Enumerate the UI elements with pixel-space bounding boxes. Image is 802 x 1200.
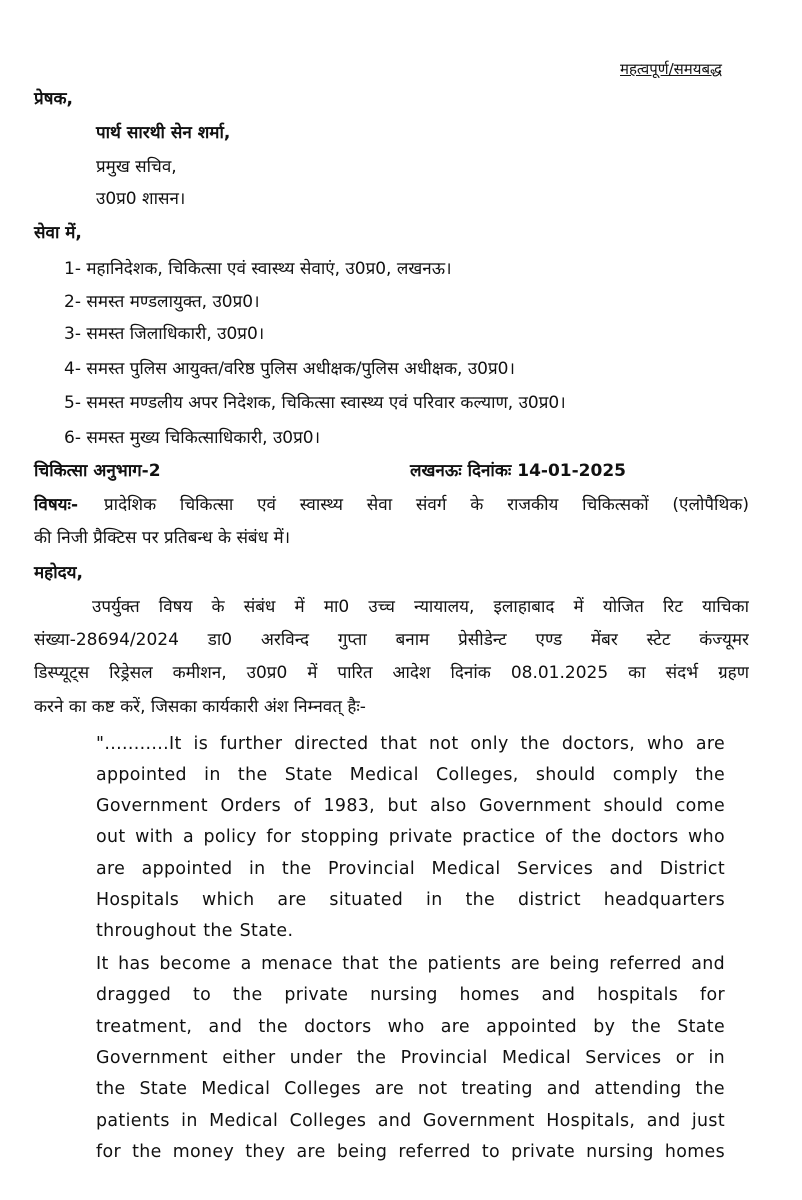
body-line — [92, 596, 749, 618]
body-line — [34, 629, 749, 651]
sender-designation: प्रमुख सचिव, — [96, 157, 177, 177]
subject-line — [104, 494, 749, 516]
quote-line: Government Orders of 1983, but also Government should come — [96, 796, 725, 816]
quote-line: for the money they are being referred to private nursing homes — [96, 1142, 725, 1162]
recipient-item: 4- समस्त पुलिस आयुक्त/वरिष्ठ पुलिस अधीक्षक/पुलिस अधीक्षक, उ0प्र0। — [64, 359, 515, 379]
quote-line: throughout the State. — [96, 921, 294, 941]
quote-line: "...........It is further directed that not only the doctors, who are — [96, 734, 725, 754]
sender-label: प्रेषक, — [34, 89, 74, 109]
body-text-2: संख्या-28694/2024 डा0 अरविन्द गुप्ता बनाम प्रेसीडेन्ट एण्ड मेंबर स्टेट कंज्यूमर — [34, 630, 749, 650]
quote-line: patients in Medical Colleges and Government Hospitals, and just — [96, 1111, 725, 1131]
quote-line: out with a policy for stopping private practice of the doctors who — [96, 827, 725, 847]
body-line — [34, 662, 749, 684]
recipients-label: सेवा में, — [34, 223, 82, 243]
place-date: लखनऊः दिनांकः 14-01-2025 — [410, 461, 626, 481]
subject-text-2: की निजी प्रैक्टिस पर प्रतिबन्ध के संबंध में। — [34, 528, 291, 548]
recipient-item: 2- समस्त मण्डलायुक्त, उ0प्र0। — [64, 292, 260, 312]
sender-office: उ0प्र0 शासन। — [96, 189, 186, 209]
salutation: महोदय, — [34, 563, 83, 583]
quote-line: treatment, and the doctors who are appointed by the State — [96, 1017, 725, 1037]
quote-line: dragged to the private nursing homes and hospitals for — [96, 985, 725, 1005]
urgent-label: महत्वपूर्ण/समयबद्ध — [620, 60, 723, 78]
body-text-3: डिस्प्यूट्स रिड्रेसल कमीशन, उ0प्र0 में पारित आदेश दिनांक 08.01.2025 का संदर्भ ग्रहण — [34, 663, 749, 683]
subject-text-1: प्रादेशिक चिकित्सा एवं स्वास्थ्य सेवा संवर्ग के राजकीय चिकित्सकों (एलोपैथिक) — [104, 495, 749, 515]
sender-name: पार्थ सारथी सेन शर्मा, — [96, 123, 231, 143]
quote-line: appointed in the State Medical Colleges, should comply the — [96, 765, 725, 785]
quote-line: the State Medical Colleges are not treating and attending the — [96, 1079, 725, 1099]
body-text-4: करने का कष्ट करें, जिसका कार्यकारी अंश निम्नवत् हैः- — [34, 697, 366, 717]
quote-line: It has become a menace that the patients are being referred and — [96, 954, 725, 974]
quote-line: Hospitals which are situated in the district headquarters — [96, 890, 725, 910]
quote-line: are appointed in the Provincial Medical Services and District — [96, 859, 725, 879]
recipient-item: 5- समस्त मण्डलीय अपर निदेशक, चिकित्सा स्वास्थ्य एवं परिवार कल्याण, उ0प्र0। — [64, 393, 566, 413]
recipient-item: 3- समस्त जिलाधिकारी, उ0प्र0। — [64, 324, 265, 344]
subject-label: विषयः- — [34, 495, 79, 515]
body-text-1: उपर्युक्त विषय के संबंध में मा0 उच्च न्यायालय, इलाहाबाद में योजित रिट याचिका — [92, 597, 749, 617]
section-reference: चिकित्सा अनुभाग-2 — [34, 461, 161, 481]
recipient-item: 1- महानिदेशक, चिकित्सा एवं स्वास्थ्य सेवाएं, उ0प्र0, लखनऊ। — [64, 259, 452, 279]
quote-line: Government either under the Provincial Medical Services or in — [96, 1048, 725, 1068]
recipient-item: 6- समस्त मुख्य चिकित्साधिकारी, उ0प्र0। — [64, 428, 321, 448]
